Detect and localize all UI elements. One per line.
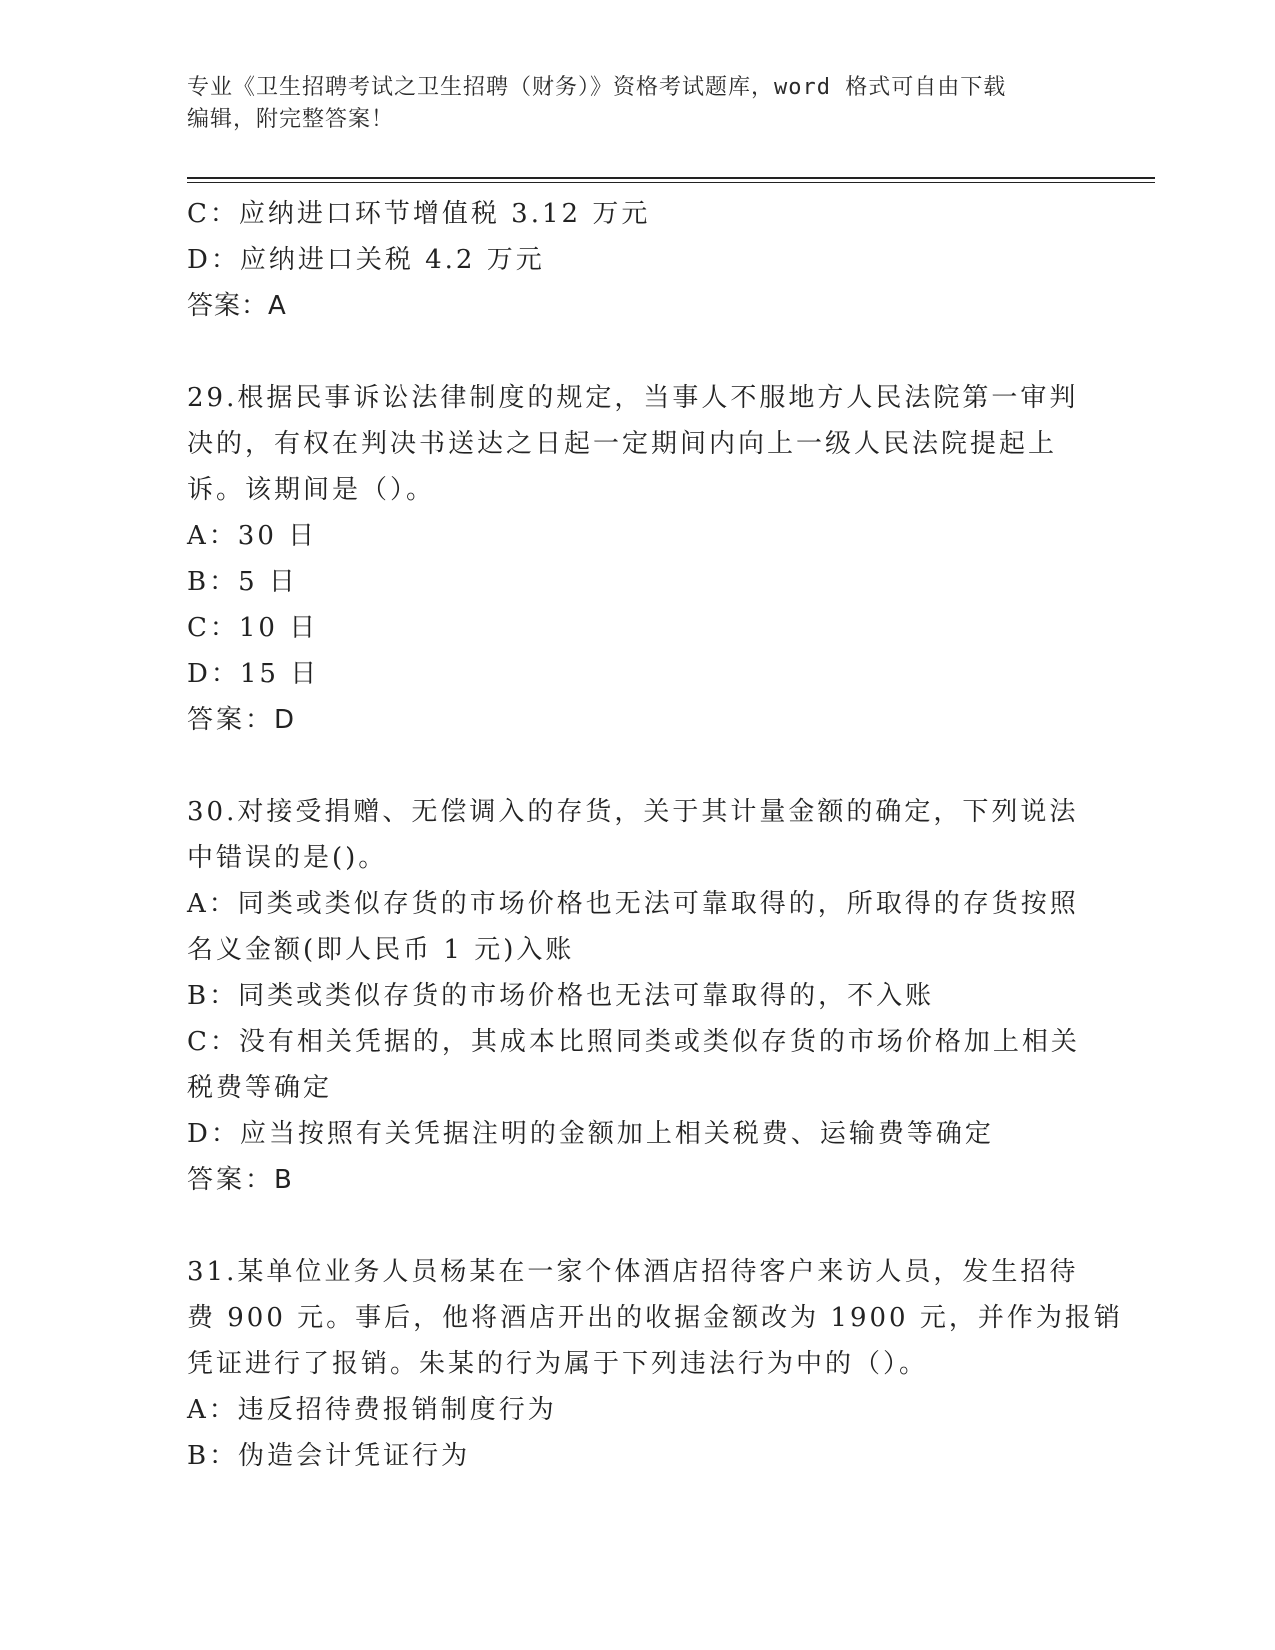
header-divider-thin [187, 182, 1155, 183]
spacer [187, 329, 1087, 375]
option-b: B：同类或类似存货的市场价格也无法可靠取得的，不入账 [187, 981, 935, 1011]
answer-line: 答案：B [187, 1165, 295, 1195]
question-stem-line: 决的，有权在判决书送达之日起一定期间内向上一级人民法院提起上 [187, 429, 1058, 459]
question-29 [187, 375, 1087, 743]
question-30 [187, 789, 1087, 1203]
option-c: C：没有相关凭据的，其成本比照同类或类似存货的市场价格加上相关 [187, 1027, 1080, 1057]
option-c: C：10 日 [187, 613, 319, 643]
option-d: D：应当按照有关凭据注明的金额加上相关税费、运输费等确定 [187, 1119, 994, 1149]
option-d: D：15 日 [187, 659, 320, 689]
option-a-continued: 名义金额(即人民币 1 元)入账 [187, 935, 575, 965]
header-divider-thick [187, 177, 1155, 179]
option-a: A：违反招待费报销制度行为 [187, 1395, 557, 1425]
option-b: B：伪造会计凭证行为 [187, 1441, 471, 1471]
question-stem-line: 诉。该期间是（）。 [187, 475, 436, 505]
answer-line: 答案：A [187, 291, 287, 321]
spacer [187, 1203, 1087, 1249]
question-stem-line: 30.对接受捐赠、无偿调入的存货，关于其计量金额的确定，下列说法 [187, 797, 1079, 827]
question-31 [187, 1249, 1123, 1479]
option-d: D：应纳进口关税 4.2 万元 [187, 245, 545, 275]
question-stem-line: 31.某单位业务人员杨某在一家个体酒店招待客户来访人员，发生招待 [187, 1257, 1079, 1287]
question-28-tail [187, 191, 1087, 329]
option-c: C：应纳进口环节增值税 3.12 万元 [187, 199, 651, 229]
spacer [187, 743, 1087, 789]
answer-line: 答案：D [187, 705, 298, 735]
page-header [187, 72, 1087, 136]
question-stem-line: 29.根据民事诉讼法律制度的规定，当事人不服地方人民法院第一审判 [187, 383, 1079, 413]
question-content [187, 191, 1123, 1479]
header-line-2: 编辑，附完整答案！ [187, 107, 395, 132]
header-line-1: 专业《卫生招聘考试之卫生招聘（财务）》资格考试题库，word 格式可自由下载 [187, 75, 1007, 100]
option-a: A：30 日 [187, 521, 318, 551]
option-c-continued: 税费等确定 [187, 1073, 333, 1103]
question-stem-line: 费 900 元。事后，他将酒店开出的收据金额改为 1900 元，并作为报销 [187, 1303, 1123, 1333]
question-stem-line: 凭证进行了报销。朱某的行为属于下列违法行为中的（）。 [187, 1349, 929, 1379]
question-stem-line: 中错误的是()。 [187, 843, 388, 873]
option-a: A：同类或类似存货的市场价格也无法可靠取得的，所取得的存货按照 [187, 889, 1079, 919]
option-b: B：5 日 [187, 567, 298, 597]
